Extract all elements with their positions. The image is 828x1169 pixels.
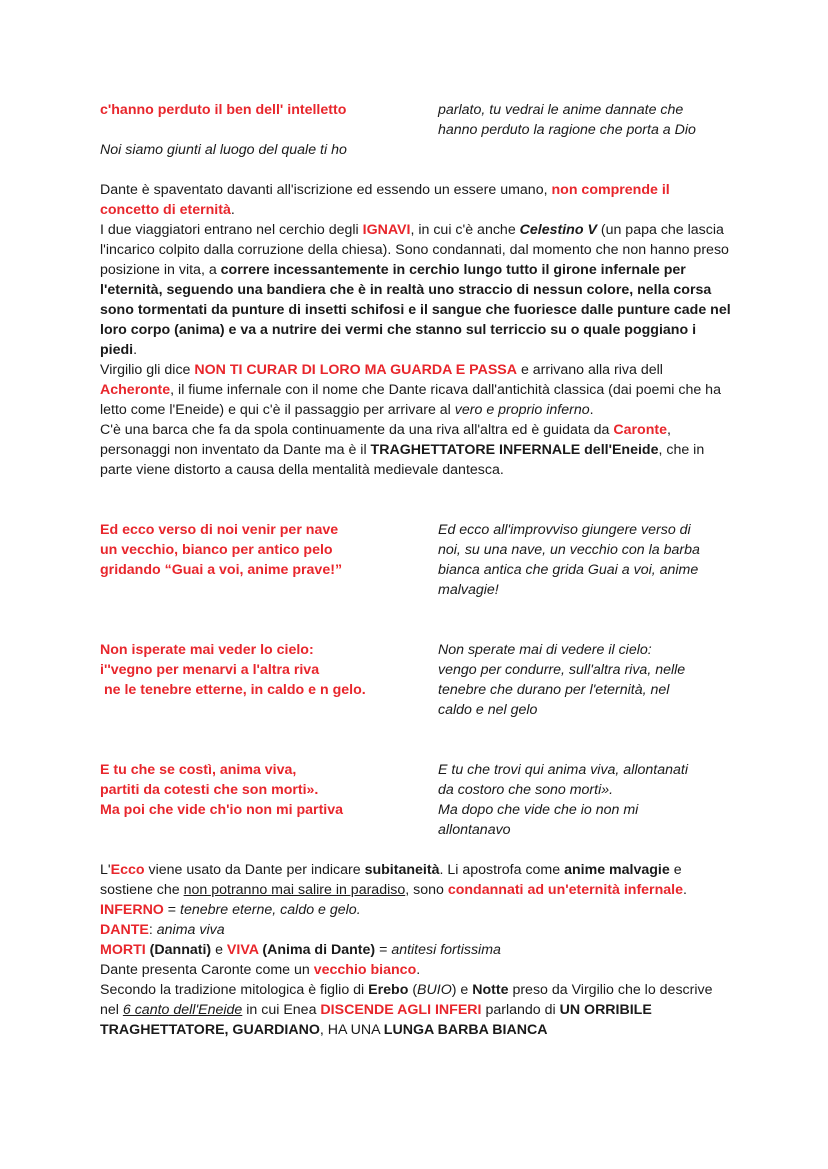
paragraph: L'Ecco viene usato da Dante per indicare subitaneità. Li apostrofa come anime malvagie e sostiene che non potranno mai salire in paradiso, sono condannati ad un'eternità infernale. bbox=[100, 862, 687, 898]
paragraph: Secondo la tradizione mitologica è figlio di Erebo (BUIO) e Notte preso da Virgilio che lo descrive nel 6 canto dell'Eneide in cui Enea DISCENDE AGLI INFERI parlando di UN ORRIBILE TRAGHETTATORE, GUARDIANO, HA UNA LUNGA BARBA BIANCA bbox=[100, 982, 713, 1038]
stanza-original bbox=[100, 760, 438, 840]
translation-line: Non sperate mai di vedere il cielo: bbox=[438, 642, 652, 658]
paragraph: INFERNO = tenebre eterne, caldo e gelo. bbox=[100, 902, 361, 918]
stanza bbox=[100, 520, 732, 600]
paragraph: Dante è spaventato davanti all'iscrizione ed essendo un essere umano, non comprende il concetto di eternità. bbox=[100, 182, 670, 218]
verse-line: E tu che se costì, anima viva, bbox=[100, 762, 297, 778]
stanza-original bbox=[100, 640, 438, 720]
paragraph: Virgilio gli dice NON TI CURAR DI LORO MA GUARDA E PASSA e arrivano alla riva dell Acheronte, il fiume infernale con il nome che Dante ricava dall'antichità classica (dai poemi che ha letto come l'Eneide) e qui c'è il passaggio per arrivare al vero e proprio inferno. bbox=[100, 362, 721, 418]
verse-line: ne le tenebre etterne, in caldo e n gelo. bbox=[100, 682, 366, 698]
translation-line: da costoro che sono morti». bbox=[438, 782, 614, 798]
translation-line: Ma dopo che vide che io non mi bbox=[438, 802, 639, 818]
translation-line: vengo per condurre, sull'altra riva, nelle bbox=[438, 662, 686, 678]
verse-line: un vecchio, bianco per antico pelo bbox=[100, 542, 333, 558]
commentary-block bbox=[100, 860, 732, 1040]
top-verse-pair bbox=[100, 100, 732, 160]
translation-line: Ed ecco all'improvviso giungere verso di bbox=[438, 522, 691, 538]
top-verse-left bbox=[100, 100, 438, 160]
verse-line: gridando “Guai a voi, anime prave!” bbox=[100, 562, 343, 578]
verse-line: c'hanno perduto il ben dell' intelletto bbox=[100, 102, 347, 118]
top-verse-right bbox=[438, 100, 732, 160]
verse-line: partiti da cotesti che son morti». bbox=[100, 782, 319, 798]
stanza bbox=[100, 760, 732, 840]
verse-line: Non isperate mai veder lo cielo: bbox=[100, 642, 314, 658]
translation-line: noi, su una nave, un vecchio con la barba bbox=[438, 542, 700, 558]
paragraph: MORTI (Dannati) e VIVA (Anima di Dante) = antitesi fortissima bbox=[100, 942, 501, 958]
verse-line: Ed ecco verso di noi venir per nave bbox=[100, 522, 339, 538]
translation-line: bianca antica che grida Guai a voi, anime bbox=[438, 562, 699, 578]
paragraph: Dante presenta Caronte come un vecchio bianco. bbox=[100, 962, 421, 978]
stanza bbox=[100, 640, 732, 720]
paragraph: C'è una barca che fa da spola continuamente da una riva all'altra ed è guidata da Caronte, personaggi non inventato da Dante ma è il TRAGHETTATORE INFERNALE dell'Eneide, che in parte viene distorto a causa della mentalità medievale dantesca. bbox=[100, 422, 705, 478]
translation-line: malvagie! bbox=[438, 582, 499, 598]
narrative-block bbox=[100, 180, 732, 480]
verse-line: Ma poi che vide ch'io non mi partiva bbox=[100, 802, 344, 818]
verse-line: i''vegno per menarvi a l'altra riva bbox=[100, 662, 320, 678]
paragraph: DANTE: anima viva bbox=[100, 922, 225, 938]
translation-line: parlato, tu vedrai le anime dannate che bbox=[438, 102, 684, 118]
translation-line: caldo e nel gelo bbox=[438, 702, 538, 718]
translation-line: hanno perduto la ragione che porta a Dio bbox=[438, 122, 696, 138]
translation-line: tenebre che durano per l'eternità, nel bbox=[438, 682, 670, 698]
translation-line: E tu che trovi qui anima viva, allontanati bbox=[438, 762, 688, 778]
stanza-translation bbox=[438, 760, 732, 840]
verse-line: Noi siamo giunti al luogo del quale ti ho bbox=[100, 142, 347, 158]
stanza-original bbox=[100, 520, 438, 600]
translation-line: allontanavo bbox=[438, 822, 511, 838]
stanza-translation bbox=[438, 640, 732, 720]
paragraph: I due viaggiatori entrano nel cerchio degli IGNAVI, in cui c'è anche Celestino V (un papa che lascia l'incarico colpito dalla corruzione della chiesa). Sono condannati, dal momento che non hanno preso posizione in vita, a correre incessantemente in cerchio lungo tutto il girone infernale per l'eternità, seguendo una bandiera che è in realtà uno straccio di nessun colore, nella corsa sono tormentati da punture di insetti schifosi e il sangue che fuoriesce dalle punture cade nel loro corpo (anima) e va a nutrire dei vermi che stanno sul terriccio su o quale poggiano i piedi. bbox=[100, 222, 731, 358]
stanza-translation bbox=[438, 520, 732, 600]
document-page bbox=[100, 100, 732, 1040]
